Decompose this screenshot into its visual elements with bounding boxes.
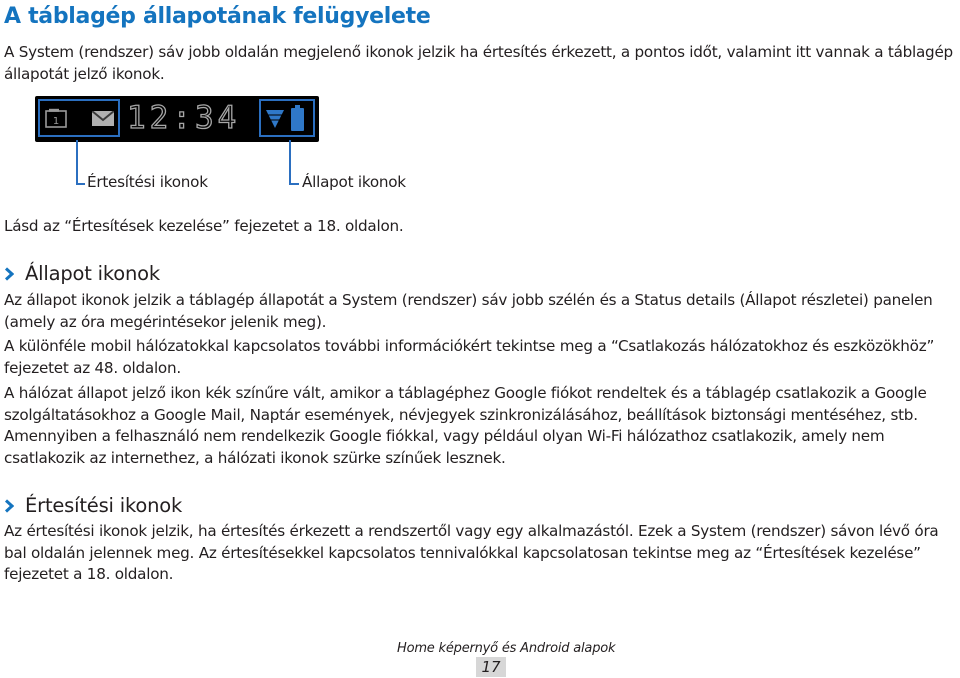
status-bar-figure [35, 96, 319, 142]
signal-icon [265, 107, 285, 129]
reference-link-text: Lásd az “Értesítések kezelése” fejezetet a 18. oldalon. [4, 217, 404, 235]
footer-chapter: Home képernyő és Android alapok [397, 641, 616, 656]
page-title: A táblagép állapotának felügyelete [4, 4, 431, 29]
status-callout-line [289, 140, 291, 184]
notification-callout-tick [76, 183, 85, 185]
notification-callout-line [76, 140, 78, 184]
notification-paragraph-1: Az értesítési ikonok jelzik, ha értesítés érkezett a rendszertől vagy egy alkalmazástól. Ezek a System (rendszer) sávon lévő óra bal oldalán jelennek meg. Az értesítésekkel kapcsolatos tennivalókkal kapcsolatosan tekintse meg az “Értesítések kezelése” fejezetet a 18. oldalon. [4, 522, 939, 583]
notification-badge: 1 [52, 116, 60, 127]
status-paragraph-2: A különféle mobil hálózatokkal kapcsolatos további információkért tekintse meg a “Csatlakozás hálózatokhoz és eszközökhöz” fejezetet az 48. oldalon. [4, 337, 935, 377]
page-number: 17 [476, 657, 506, 677]
notification-count-icon [45, 108, 67, 128]
section-heading-label: Értesítési ikonok [25, 494, 183, 517]
status-icons-callout: Állapot ikonok [302, 173, 406, 191]
chevron-right-icon [4, 267, 14, 281]
notification-icons-callout: Értesítési ikonok [87, 173, 208, 191]
status-callout-tick [289, 183, 299, 185]
battery-icon [291, 105, 304, 131]
clock: 12:34 [127, 100, 241, 136]
section-heading-label: Állapot ikonok [25, 262, 161, 285]
chevron-right-icon [4, 499, 14, 513]
section-heading-notification-icons [4, 494, 182, 517]
intro-paragraph: A System (rendszer) sáv jobb oldalán megjelenő ikonok jelzik ha értesítés érkezett, a pontos időt, valamint itt vannak a táblagép állapotát jelző ikonok. [4, 43, 953, 83]
status-paragraph-3: A hálózat állapot jelző ikon kék színűre vált, amikor a táblagéphez Google fiókot rendeltek és a táblagép csatlakozik a Google szolgáltatásokhoz a Google Mail, Naptár események, névjegyek szinkronizálásához, beállítások biztonsági mentéséhez, stb. Amennyiben a felhasználó nem rendelkezik Google fiókkal, vagy például olyan Wi-Fi hálózathoz csatlakozik, amely nem csatlakozik az internethez, a hálózati ikonok szürke színűek lesznek. [4, 384, 927, 467]
status-paragraph-1: Az állapot ikonok jelzik a táblagép állapotát a System (rendszer) sáv jobb szélén és a Status details (Állapot részletei) panelen (amely az óra megérintésekor jelenik meg). [4, 291, 933, 331]
email-icon [92, 111, 114, 126]
section-heading-status-icons [4, 262, 160, 285]
